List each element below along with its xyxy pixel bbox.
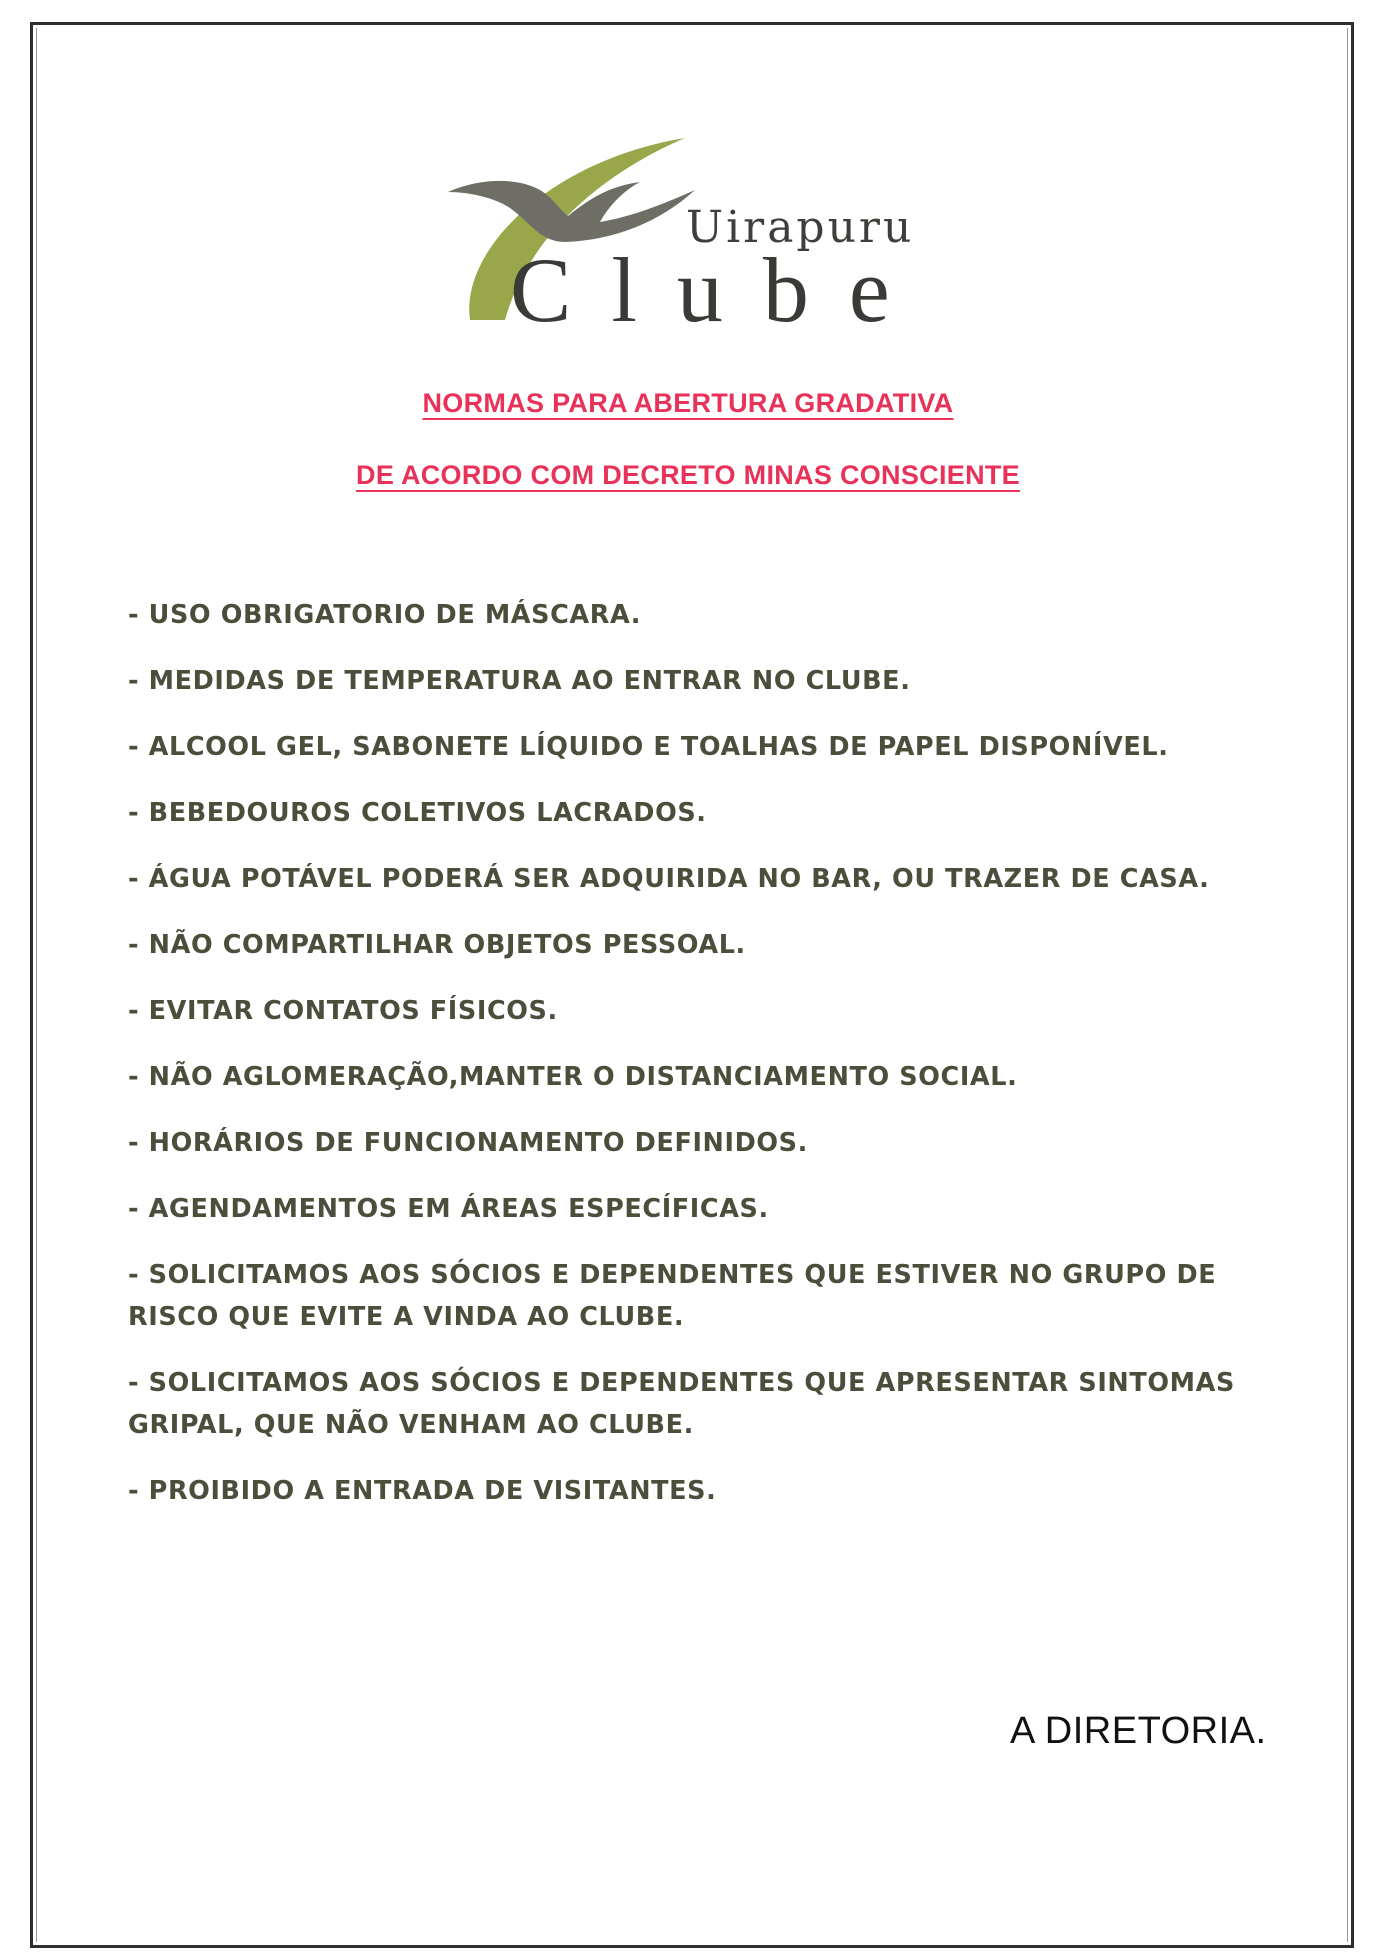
signature: A DIRETORIA. — [1010, 1710, 1267, 1752]
rule-item: - NÃO COMPARTILHAR OBJETOS PESSOAL. — [128, 930, 746, 960]
rule-item: - NÃO AGLOMERAÇÃO,MANTER O DISTANCIAMENTO SOCIAL. — [128, 1062, 1018, 1092]
rule-item: - MEDIDAS DE TEMPERATURA AO ENTRAR NO CLUBE. — [128, 666, 911, 696]
rule-item: - SOLICITAMOS AOS SÓCIOS E DEPENDENTES QUE APRESENTAR SINTOMAS GRIPAL, QUE NÃO VENHAM AO CLUBE. — [128, 1368, 1235, 1440]
rule-item: - ALCOOL GEL, SABONETE LÍQUIDO E TOALHAS DE PAPEL DISPONÍVEL. — [128, 732, 1169, 762]
logo-wordmark-small: Uirapuru — [686, 202, 915, 253]
rule-item: - HORÁRIOS DE FUNCIONAMENTO DEFINIDOS. — [128, 1128, 808, 1158]
rule-item: - ÁGUA POTÁVEL PODERÁ SER ADQUIRIDA NO BAR, OU TRAZER DE CASA. — [128, 864, 1210, 894]
rule-item: - USO OBRIGATORIO DE MÁSCARA. — [128, 600, 642, 630]
logo-wordmark-big: Clube — [510, 239, 930, 341]
club-logo — [440, 130, 940, 341]
rule-item: - SOLICITAMOS AOS SÓCIOS E DEPENDENTES QUE ESTIVER NO GRUPO DE RISCO QUE EVITE A VINDA AO CLUBE. — [128, 1260, 1217, 1332]
rule-item: - EVITAR CONTATOS FÍSICOS. — [128, 996, 558, 1026]
heading-line-2: DE ACORDO COM DECRETO MINAS CONSCIENTE — [356, 460, 1020, 490]
rules-list — [128, 594, 1238, 1536]
rule-item: - AGENDAMENTOS EM ÁREAS ESPECÍFICAS. — [128, 1194, 769, 1224]
heading-line-1: NORMAS PARA ABERTURA GRADATIVA — [422, 388, 954, 418]
rule-item: - BEBEDOUROS COLETIVOS LACRADOS. — [128, 798, 707, 828]
rule-item: - PROIBIDO A ENTRADA DE VISITANTES. — [128, 1476, 717, 1506]
